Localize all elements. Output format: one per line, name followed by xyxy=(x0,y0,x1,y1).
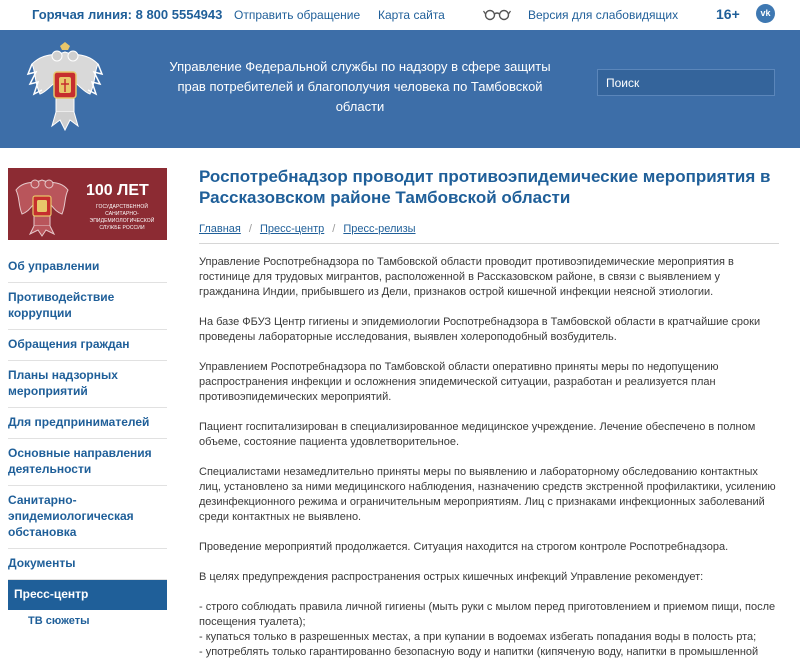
sidebar-item-epidemiological-situation[interactable]: Санитарно-эпидемиологическая обстановка xyxy=(8,486,167,549)
send-appeal-link[interactable]: Отправить обращение xyxy=(234,8,361,22)
recommendation-item: - строго соблюдать правила личной гигиены (мыть руки с мылом перед приготовлением и приемом пищи, после посещения туалета); xyxy=(199,601,776,628)
sidebar-item-entrepreneurs[interactable]: Для предпринимателей xyxy=(8,408,167,439)
sidebar-item-appeals[interactable]: Обращения граждан xyxy=(8,330,167,361)
recommendation-item: - купаться только в разрешенных местах, а при купании в водоемах избегать попадания воды в полость рта; xyxy=(199,631,757,643)
sidebar-item-inspection-plans[interactable]: Планы надзорных мероприятий xyxy=(8,361,167,408)
sidebar-item-documents[interactable]: Документы xyxy=(8,549,167,580)
page-title: Роспотребнадзор проводит противоэпидемические мероприятия в Рассказовском районе Тамбовской области xyxy=(199,167,771,207)
banner-subtitle: ГОСУДАРСТВЕННОЙ САНИТАРНО-ЭПИДЕМИОЛОГИЧЕСКОЙ СЛУЖБЕ РОССИИ xyxy=(89,204,155,231)
glasses-icon[interactable] xyxy=(483,8,511,20)
sidebar-item-press-center[interactable]: Пресс-центр xyxy=(8,580,167,610)
sidebar-item-activities[interactable]: Основные направления деятельности xyxy=(8,439,167,486)
breadcrumb-separator: / xyxy=(248,223,252,235)
site-header xyxy=(0,30,800,148)
centenary-emblem-icon xyxy=(12,172,72,236)
main-content xyxy=(199,166,779,660)
breadcrumb-separator: / xyxy=(332,223,336,235)
sidebar-nav xyxy=(8,252,167,627)
article-paragraph: Проведение мероприятий продолжается. Ситуация находится на строгом контроле Роспотребнадзора. xyxy=(199,541,729,553)
sitemap-link[interactable]: Карта сайта xyxy=(378,8,445,22)
emblem-icon[interactable] xyxy=(26,42,104,132)
article-paragraph: Специалистами незамедлительно приняты меры по выявлению и лабораторному обследованию контактных лиц, установлено за ними медицинского наблюдения, назначению средств экстренной профилактики, усилению дезинфекционного режима и ограничительным мероприятиям. Лиц с признаками инфекционных заболеваний среди контактных не выявлено. xyxy=(199,466,776,523)
article-paragraph: Пациент госпитализирован в специализированное медицинское учреждение. Лечение обеспечено в полном объеме, состояние пациента удовлетворительное. xyxy=(199,421,756,448)
recommendation-item: - употреблять только гарантированно безопасную воду и напитки (кипяченую воду, напитки в промышленной xyxy=(199,646,759,658)
centenary-banner[interactable] xyxy=(8,168,167,240)
top-bar xyxy=(0,0,800,30)
breadcrumb xyxy=(199,223,779,244)
sidebar xyxy=(0,148,176,645)
breadcrumb-home[interactable]: Главная xyxy=(199,223,241,235)
article-paragraph: На базе ФБУЗ Центр гигиены и эпидемиологии Роспотребнадзора в Тамбовской области в кратчайшие сроки проведены лабораторные исследования, выявлен холероподобный возбудитель. xyxy=(199,316,761,343)
article-paragraph: Управлением Роспотребнадзора по Тамбовской области оперативно приняты меры по недопущению распространения инфекции и осложнения эпидемической ситуации, разработан и реализуется план противоэпидемических мероприятий. xyxy=(199,361,719,403)
banner-years: 100 ЛЕТ xyxy=(86,182,149,199)
accessibility-version-link[interactable]: Версия для слабовидящих xyxy=(528,8,679,22)
article-body xyxy=(199,255,779,660)
vk-icon[interactable]: vk xyxy=(756,4,775,23)
age-rating: 16+ xyxy=(716,6,740,22)
search-input[interactable] xyxy=(597,69,775,96)
sidebar-subitem-tv[interactable]: ТВ сюжеты xyxy=(28,615,90,627)
sidebar-item-about[interactable]: Об управлении xyxy=(8,252,167,283)
hotline: Горячая линия: 8 800 5554943 xyxy=(32,7,223,22)
sidebar-item-anticorruption[interactable]: Противодействие коррупции xyxy=(8,283,167,330)
breadcrumb-press-center[interactable]: Пресс-центр xyxy=(259,223,325,235)
agency-name: Управление Федеральной службы по надзору в сфере защиты прав потребителей и благополучия человека по Тамбовской области xyxy=(169,59,551,114)
article-paragraph: Управление Роспотребнадзора по Тамбовской области проводит противоэпидемические мероприятия в гостинице для трудовых мигрантов, расположенной в Рассказовском районе, в связи с выявлением у гражданина Индии, прибывшего из Дели, признаков острой кишечной инфекции неясной этиологии. xyxy=(199,256,734,298)
breadcrumb-press-releases[interactable]: Пресс-релизы xyxy=(343,223,416,235)
article-paragraph: В целях предупреждения распространения острых кишечных инфекций Управление рекомендует: xyxy=(199,571,704,583)
